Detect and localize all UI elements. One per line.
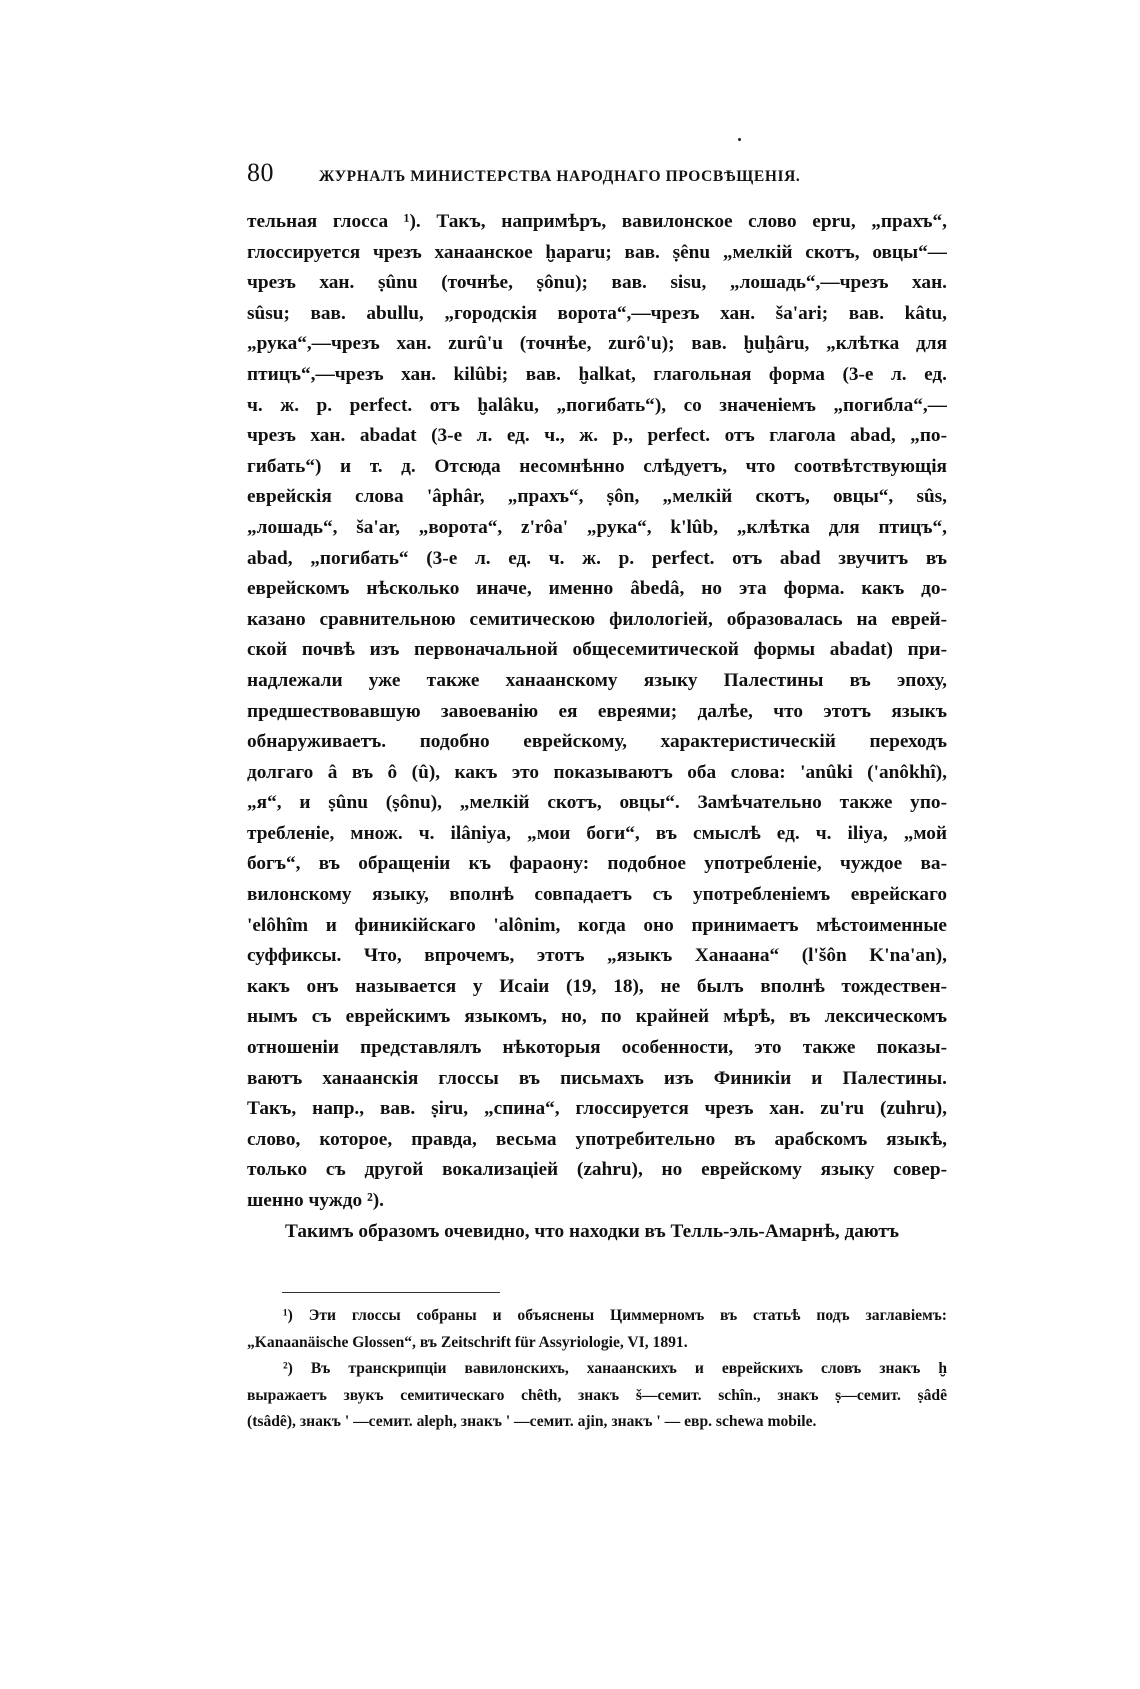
running-title: ЖУРНАЛЪ МИНИСТЕРСТВА НАРОДНАГО ПРОСВѢЩЕНІЯ. [319,168,801,185]
footnotes [247,1303,947,1436]
body-line: суффиксы. Что, впрочемъ, этотъ „языкъ Ханаана“ (l'šôn K'na'an), [247,945,947,967]
footnote-line: ²) Въ транскрипціи вавилонскихъ, ханаанскихъ и еврейскихъ словъ знакъ ḫ [283,1360,947,1377]
body-line: abad, „погибать“ (3-е л. ед. ч. ж. р. perfect. отъ abad звучитъ въ [247,547,947,569]
body-line: шенно чуждо ²). [247,1190,384,1211]
body-line: Такимъ образомъ очевидно, что находки въ Телль-эль-Амарнѣ, даютъ [285,1220,900,1242]
printing-dot [738,138,741,141]
body-line: 'elôhîm и финикійскаго 'alônim, когда оно принимаетъ мѣстоименные [247,914,947,936]
body-line: чрезъ хан. abadat (3-е л. ед. ч., ж. р., perfect. отъ глагола abad, „по- [247,425,947,447]
body-line: еврейскомъ нѣсколько иначе, именно âbedâ, но эта форма. какъ до- [247,578,947,600]
body-line: слово, которое, правда, весьма употребительно въ арабскомъ языкѣ, [247,1128,947,1150]
body-line: глоссируется чрезъ ханаанское ḫaparu; вав. ṣênu „мелкій скотъ, овцы“— [247,241,947,263]
body-line: только съ другой вокализаціей (zahru), но еврейскому языку совер- [247,1159,947,1181]
body-line: отношеніи представлялъ нѣкоторыя особенности, это также показы- [247,1037,947,1059]
body-line: ваютъ ханаанскія глоссы въ письмахъ изъ Финикіи и Палестины. [247,1067,947,1089]
body-line: гибать“) и т. д. Отсюда несомнѣнно слѣдуетъ, что соотвѣтствующія [247,455,947,477]
footnote-line: ¹) Эти глоссы собраны и объяснены Циммерномъ въ статьѣ подъ заглавіемъ: [283,1307,947,1324]
body-line: тельная глосса ¹). Такъ, напримѣръ, вавилонское слово epru, „прахъ“, [247,211,947,232]
footnote-line: „Kanaanäische Glossen“, въ Zeitschrift für Assyriologie, VI, 1891. [247,1333,688,1351]
body-line: нымъ съ еврейскимъ языкомъ, но, по крайней мѣрѣ, въ лексическомъ [247,1006,947,1028]
page-header [247,158,947,198]
body-line: птицъ“,—чрезъ хан. kilûbi; вав. ḫalkat, глагольная форма (3-е л. ед. [247,363,947,385]
body-line: надлежали уже также ханаанскому языку Палестины въ эпоху, [247,669,947,691]
page-number: 80 [247,158,274,187]
body-line: обнаруживаетъ. подобно еврейскому, характеристическій переходъ [247,731,947,753]
body-line: ской почвѣ изъ первоначальной общесемитической формы abadat) при- [247,639,947,661]
body-text [247,207,947,1247]
body-line: Такъ, напр., вав. ṣiru, „спина“, глоссируется чрезъ хан. zu'ru (zuhru), [247,1098,947,1120]
body-line: вилонскому языку, вполнѣ совпадаетъ съ употребленіемъ еврейскаго [247,884,947,906]
body-line: sûsu; вав. abullu, „городскія ворота“,—чрезъ хан. ša'ari; вав. kâtu, [247,302,947,324]
body-line: „рука“,—чрезъ хан. zurû'u (точнѣе, zurô'u); вав. ḫuḫâru, „клѣтка для [247,333,947,355]
footnote-line: (tsâdê), знакъ ' —семит. aleph, знакъ ' —семит. ajin, знакъ ' — евр. schewa mobile. [247,1413,817,1430]
body-line: „я“, и ṣûnu (ṣônu), „мелкій скотъ, овцы“. Замѣчательно также упо- [247,792,947,814]
body-line: „лошадь“, ša'ar, „ворота“, z'rôa' „рука“, k'lûb, „клѣтка для птицъ“, [247,516,947,538]
body-line: предшествовавшую завоеванію ея евреями; далѣе, что этотъ языкъ [247,700,947,722]
body-line: ч. ж. р. perfect. отъ ḫalâku, „погибать“), со значеніемъ „погибла“,— [247,394,947,416]
body-line: какъ онъ называется у Исаіи (19, 18), не былъ вполнѣ тождествен- [247,975,947,997]
body-line: требленіе, множ. ч. ilâniya, „мои боги“, въ смыслѣ ед. ч. iliya, „мой [247,822,947,844]
body-line: богъ“, въ обращеніи къ фараону: подобное употребленіе, чуждое ва- [247,853,947,875]
body-line: еврейскія слова 'âphâr, „прахъ“, ṣôn, „мелкій скотъ, овцы“, sûs, [247,486,947,508]
body-line: чрезъ хан. ṣûnu (точнѣе, ṣônu); вав. sisu, „лошадь“,—чрезъ хан. [247,272,947,294]
footnote-divider [282,1292,500,1293]
body-line: казано сравнительною семитическою филологіей, образовалась на еврей- [247,608,947,630]
body-line: долгаго â въ ô (û), какъ это показываютъ оба слова: 'anûki ('anôkhî), [247,761,947,783]
footnote-line: выражаетъ звукъ семитическаго chêth, знакъ š—семит. schîn., знакъ ṣ—семит. ṣâdê [247,1386,947,1404]
